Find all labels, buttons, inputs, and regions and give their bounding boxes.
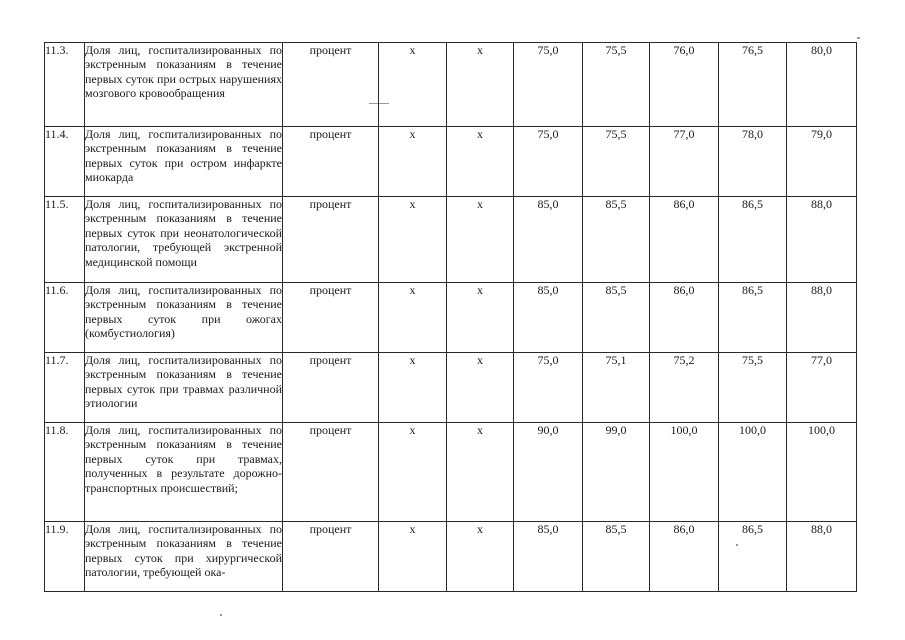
table-row <box>45 353 857 423</box>
table-row <box>45 43 857 127</box>
unit-cell: процент <box>283 43 379 127</box>
value-cell: 86,0 <box>650 197 719 283</box>
unit-cell: процент <box>283 423 379 522</box>
table-row <box>45 197 857 283</box>
unit-cell: процент <box>283 127 379 197</box>
mark-cell: х <box>447 43 514 127</box>
value-cell: 75,1 <box>583 353 650 423</box>
indicator-table <box>44 42 857 592</box>
unit-cell: процент <box>283 197 379 283</box>
unit-cell: процент <box>283 283 379 353</box>
value-cell: 86,5 <box>719 283 787 353</box>
mark-cell: х <box>379 423 447 522</box>
row-number: 11.8. <box>45 423 85 522</box>
value-cell: 100,0 <box>719 423 787 522</box>
mark-cell: х <box>447 353 514 423</box>
row-number: 11.5. <box>45 197 85 283</box>
value-cell: 85,0 <box>514 522 583 592</box>
row-number: 11.3. <box>45 43 85 127</box>
value-cell: 76,5 <box>719 43 787 127</box>
value-cell: 99,0 <box>583 423 650 522</box>
value-cell: 90,0 <box>514 423 583 522</box>
mark-cell: х <box>447 127 514 197</box>
indicator-name: Доля лиц, госпитализированных по экстренным показаниям в течение первых суток при острых нарушениях мозгового кровообращения <box>85 43 283 127</box>
scan-speck <box>857 37 860 39</box>
value-cell: 100,0 <box>787 423 857 522</box>
indicator-name: Доля лиц, госпитализированных по экстренным показаниям в течение первых суток при неонатологической патологии, требующей экстренной медицинской помощи <box>85 197 283 283</box>
value-cell: 77,0 <box>650 127 719 197</box>
indicator-name: Доля лиц, госпитализированных по экстренным показаниям в течение первых суток при травмах различной этиологии <box>85 353 283 423</box>
value-cell: 80,0 <box>787 43 857 127</box>
table-row <box>45 127 857 197</box>
table-row <box>45 522 857 592</box>
value-cell: 85,5 <box>583 522 650 592</box>
mark-cell: х <box>379 283 447 353</box>
mark-cell: х <box>447 423 514 522</box>
mark-cell: х <box>447 197 514 283</box>
value-cell: 75,0 <box>514 43 583 127</box>
unit-cell: процент <box>283 353 379 423</box>
mark-cell: х <box>379 197 447 283</box>
mark-cell: х <box>379 353 447 423</box>
indicator-name: Доля лиц, госпитализированных по экстренным показаниям в течение первых суток при хирургической патологии, требующей ока- <box>85 522 283 592</box>
value-cell: 75,5 <box>583 127 650 197</box>
value-cell: 88,0 <box>787 522 857 592</box>
value-cell: 75,0 <box>514 353 583 423</box>
table-row <box>45 283 857 353</box>
row-number: 11.6. <box>45 283 85 353</box>
scan-speck <box>220 614 222 616</box>
mark-cell: х <box>379 43 447 127</box>
value-cell: 88,0 <box>787 283 857 353</box>
value-cell: 75,5 <box>583 43 650 127</box>
value-cell: 100,0 <box>650 423 719 522</box>
value-cell: 78,0 <box>719 127 787 197</box>
row-number: 11.7. <box>45 353 85 423</box>
value-cell: 75,5 <box>719 353 787 423</box>
table-row <box>45 423 857 522</box>
value-cell: 85,5 <box>583 283 650 353</box>
value-cell: 86,0 <box>650 522 719 592</box>
value-cell: 85,0 <box>514 283 583 353</box>
value-cell: 77,0 <box>787 353 857 423</box>
mark-cell: х <box>379 127 447 197</box>
value-cell: 75,2 <box>650 353 719 423</box>
value-cell: 86,5 <box>719 197 787 283</box>
value-cell: 85,5 <box>583 197 650 283</box>
mark-cell: х <box>379 522 447 592</box>
row-number: 11.4. <box>45 127 85 197</box>
indicator-name: Доля лиц, госпитализированных по экстренным показаниям в течение первых суток при ожогах (комбустиология) <box>85 283 283 353</box>
value-cell: 86,0 <box>650 283 719 353</box>
indicator-name: Доля лиц, госпитализированных по экстренным показаниям в течение первых суток при остром инфаркте миокарда <box>85 127 283 197</box>
mark-cell: х <box>447 522 514 592</box>
value-cell: 79,0 <box>787 127 857 197</box>
indicator-name: Доля лиц, госпитализированных по экстренным показаниям в течение первых суток при травмах, полученных в результате дорожно-транспортных происшествий; <box>85 423 283 522</box>
value-cell: 76,0 <box>650 43 719 127</box>
value-cell: 75,0 <box>514 127 583 197</box>
value-cell: 88,0 <box>787 197 857 283</box>
mark-cell: х <box>447 283 514 353</box>
value-cell: 85,0 <box>514 197 583 283</box>
row-number: 11.9. <box>45 522 85 592</box>
unit-cell: процент <box>283 522 379 592</box>
value-cell: 86,5 <box>719 522 787 592</box>
